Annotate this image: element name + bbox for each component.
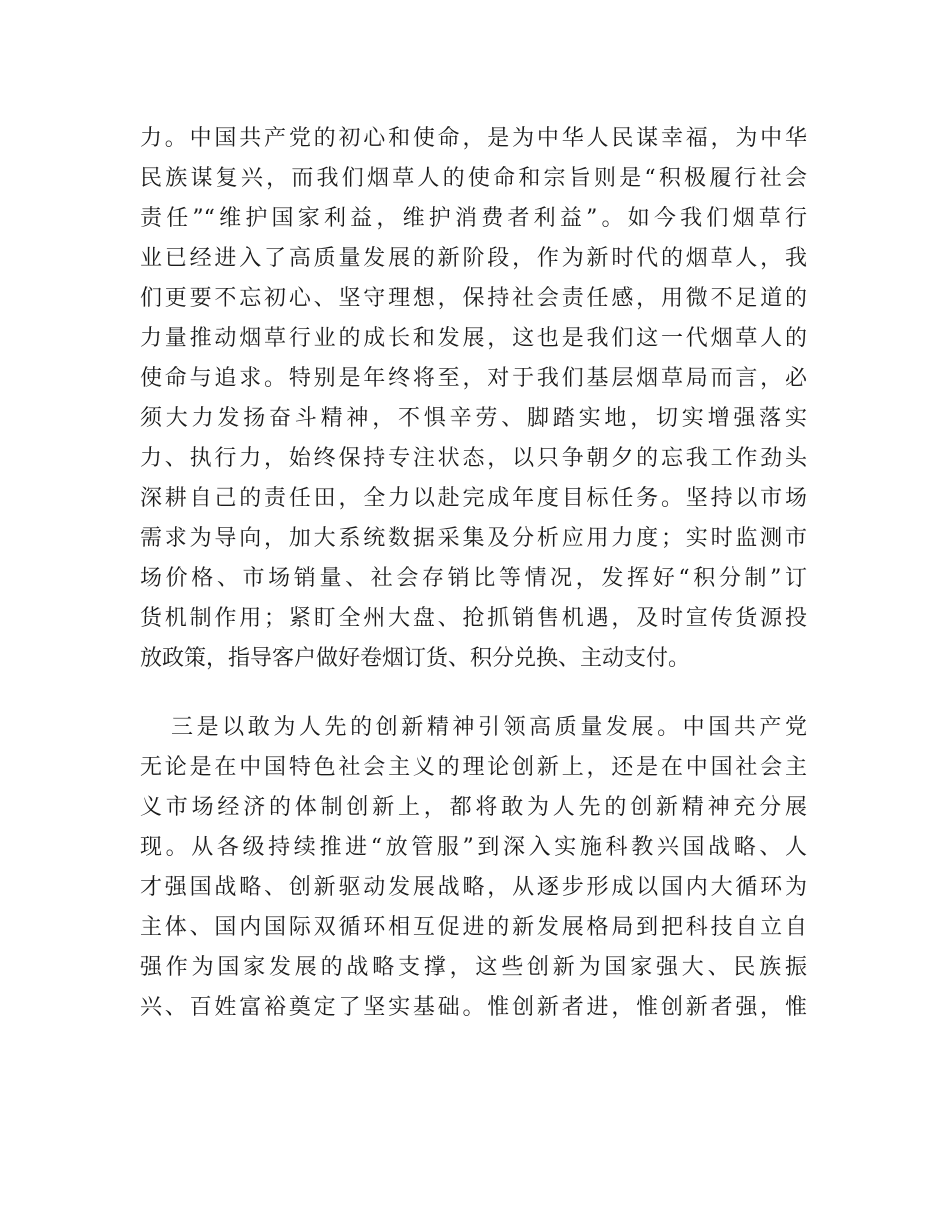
text-line: 力、执行力，始终保持专注状态，以只争朝夕的忘我工作劲头 xyxy=(140,446,807,471)
text-line: 现。从各级持续推进“放管服”到深入实施科教兴国战略、人 xyxy=(140,835,807,860)
text-line: 需求为导向，加大系统数据采集及分析应用力度；实时监测市 xyxy=(140,526,807,551)
text-line: 三是以敢为人先的创新精神引领高质量发展。中国共产党 xyxy=(171,715,807,740)
text-line: 义市场经济的体制创新上，都将敢为人先的创新精神充分展 xyxy=(140,795,807,820)
text-line: 主体、国内国际双循环相互促进的新发展格局到把科技自立自 xyxy=(140,915,807,940)
text-line: 无论是在中国特色社会主义的理论创新上，还是在中国社会主 xyxy=(140,755,807,780)
text-line: 放政策，指导客户做好卷烟订货、积分兑换、主动支付。 xyxy=(140,646,691,671)
text-line: 使命与追求。特别是年终将至，对于我们基层烟草局而言，必 xyxy=(140,366,807,391)
text-line: 才强国战略、创新驱动发展战略，从逐步形成以国内大循环为 xyxy=(140,875,807,900)
text-line: 力量推动烟草行业的成长和发展，这也是我们这一代烟草人的 xyxy=(140,326,807,351)
text-line: 场价格、市场销量、社会存销比等情况，发挥好“积分制”订 xyxy=(140,566,807,591)
text-line: 业已经进入了高质量发展的新阶段，作为新时代的烟草人，我 xyxy=(140,246,807,271)
text-line: 兴、百姓富裕奠定了坚实基础。惟创新者进，惟创新者强，惟 xyxy=(140,995,807,1020)
text-line: 力。中国共产党的初心和使命，是为中华人民谋幸福，为中华 xyxy=(140,126,807,151)
text-line: 强作为国家发展的战略支撑，这些创新为国家强大、民族振 xyxy=(140,955,807,980)
text-line: 须大力发扬奋斗精神，不惧辛劳、脚踏实地，切实增强落实 xyxy=(140,406,807,431)
text-line: 深耕自己的责任田，全力以赴完成年度目标任务。坚持以市场 xyxy=(140,486,807,511)
text-line: 们更要不忘初心、坚守理想，保持社会责任感，用微不足道的 xyxy=(140,286,807,311)
text-line: 货机制作用；紧盯全州大盘、抢抓销售机遇，及时宣传货源投 xyxy=(140,606,807,631)
text-line: 责任”“维护国家利益，维护消费者利益”。如今我们烟草行 xyxy=(140,206,807,231)
text-line: 民族谋复兴，而我们烟草人的使命和宗旨则是“积极履行社会 xyxy=(140,166,807,191)
